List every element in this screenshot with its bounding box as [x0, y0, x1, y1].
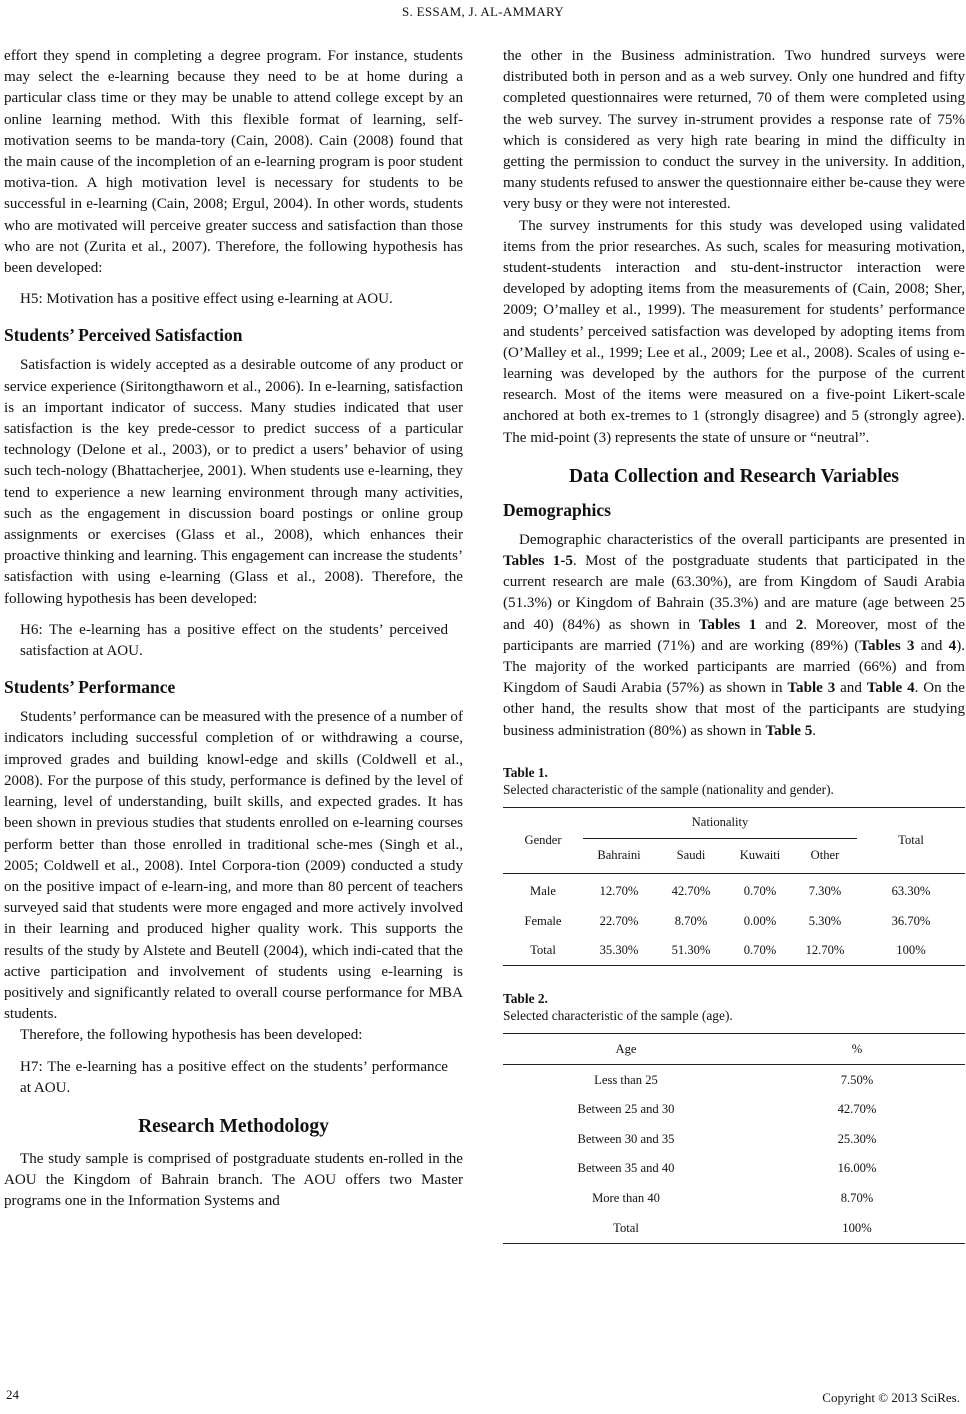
table-row [503, 873, 965, 906]
paragraph-therefore: Therefore, the following hypothesis has been developed: [20, 1027, 363, 1044]
table-cell: Male [530, 884, 556, 899]
text-run: Demographic characteristics of the overall participants are presented in [519, 531, 965, 548]
table-cell: Less than 25 [594, 1072, 658, 1087]
table-row [503, 906, 965, 936]
right-column [503, 46, 965, 1244]
table-ref: Table 4 [866, 680, 915, 697]
text-run: and [835, 680, 867, 697]
table-ref: Tables 3 [859, 637, 915, 654]
heading-research-methodology: Research Methodology [138, 1115, 329, 1137]
table-cell: Between 25 and 30 [577, 1102, 675, 1117]
paragraph-demographics [503, 530, 965, 742]
table-cell: Female [524, 913, 562, 928]
table2-title: Selected characteristic of the sample (age). [503, 1008, 733, 1024]
text-run: . Moreover, most of the participants are married (71%) and are working (89%) ( [503, 616, 965, 654]
table-cell: 36.70% [891, 913, 931, 928]
table-cell: 63.30% [891, 884, 931, 899]
table-row [503, 1125, 965, 1155]
table1-header-gender: Gender [503, 807, 583, 873]
table-cell: 8.70% [840, 1190, 874, 1205]
table2-header-age: Age [503, 1034, 749, 1065]
table-cell: 35.30% [599, 943, 639, 958]
table1 [503, 807, 965, 967]
paragraph-survey-instruments: The survey instruments for this study was developed using validated items from the prior researches. As such, scales for measuring motivation, student-students interaction and stu-dent-instructor interaction were developed by adopting items from the measurements of (Cain, 2008; Sher, 2009; O’malley et al., 1999). The measurement for students’ performance and students’ perceived satisfaction was developed by adopting items from (O’Malley et al., 1999; Lee et al., 2009; Lee et al., 2008). Scales of using e-learning was developed by the authors for the purpose of the current research. Most of the items were measured on a five-point Likert-scale anchored at both ex-tremes to 1 (strongly disagree) and 5 (strongly agree). The mid-point (3) represents the state of unsure or “neutral”. [503, 217, 965, 446]
table1-caption [503, 764, 965, 798]
table-cell: 100% [842, 1220, 872, 1235]
hypothesis-h5: H5: Motivation has a positive effect using e-learning at AOU. [20, 291, 393, 308]
table-row [503, 1213, 965, 1243]
table1-subheader: Kuwaiti [727, 838, 793, 873]
page-number: 24 [6, 1387, 19, 1402]
heading-students-performance: Students’ Performance [4, 677, 176, 698]
table-cell: 12.70% [599, 884, 639, 899]
table-cell: 0.70% [743, 943, 777, 958]
running-head: S. ESSAM, J. AL-AMMARY [402, 4, 564, 19]
table2-caption [503, 990, 965, 1024]
table-cell: 7.50% [840, 1072, 874, 1087]
paragraph-study-sample: The study sample is comprised of postgraduate students en-rolled in the AOU the Kingdom of Bahrain branch. The AOU offers two Master programs one in the Information Systems and [4, 1150, 463, 1210]
text-run: . On the other hand, the results show that most of the participants are studying business administration (80%) as shown in [503, 680, 965, 739]
hypothesis-h7: H7: The e-learning has a positive effect on the students’ performance at AOU. [20, 1058, 448, 1096]
table-cell: Total [530, 943, 556, 958]
table1-header-nationality: Nationality [583, 807, 857, 838]
paragraph-surveys: the other in the Business administration. Two hundred surveys were distributed both in person and as a web survey. Only one hundred and fifty completed questionnaires were returned, 70 of them were completed using the web survey. The survey in-strument provides a response rate of 75% which is considered as very high rate bearing in mind the difficulty in getting the permission to conduct the survey in the university. In addition, many students refused to answer the questionnaire either be-cause they were very busy or they were not interested. [503, 48, 965, 213]
heading-data-collection: Data Collection and Research Variables [568, 465, 900, 487]
heading-perceived-satisfaction: Students’ Perceived Satisfaction [4, 325, 243, 346]
table-ref: Tables 1-5 [503, 553, 573, 570]
table2-header-percent: % [749, 1034, 965, 1065]
table-cell: 12.70% [805, 943, 845, 958]
table-ref: Tables 1 [698, 616, 757, 633]
table-cell: 22.70% [599, 913, 639, 928]
table1-title: Selected characteristic of the sample (nationality and gender). [503, 781, 834, 797]
table-cell: Between 35 and 40 [577, 1161, 675, 1176]
table-row [503, 1065, 965, 1095]
table-ref: Table 5 [765, 722, 813, 739]
left-column [4, 46, 463, 1213]
text-run: . Most of the postgraduate students that participated in the current research are male (63.30%), are from Kingdom of Saudi Arabia (51.3%) or Kingdom of Bahrain (35.3%) and are mature (age between 25 and 40) (84%) as shown in [503, 553, 965, 633]
heading-demographics: Demographics [503, 499, 611, 520]
table1-header-total: Total [857, 807, 965, 873]
hypothesis-h6: H6: The e-learning has a positive effect on the students’ perceived satisfaction at AOU. [20, 621, 448, 660]
table-cell: 8.70% [674, 913, 708, 928]
text-run: . [812, 722, 817, 739]
paragraph-satisfaction: Satisfaction is widely accepted as a desirable outcome of any product or service experience (Siritongthaworn et al., 2006). In e-learning, satisfaction is an important indicator of success. Many studies indicated that user satisfaction is the key prede-cessor to predict success of a particular technology (Delone et al., 2003), or to predict a users’ behavior of using such tech-nology (Bhattacherjee, 2001). When students use e-learning, they tend to experience a new learning environment through many activities, such as the engagement in discussion board postings or online group assignments or exercises (Glass et al., 2008), which enhances their proactive thinking and learning. This engagement can increase the students’ satisfaction with using e-learning (Glass et al., 2008). Therefore, the following hypothesis has been developed: [4, 357, 463, 607]
table-cell: 0.00% [743, 913, 777, 928]
table-cell: 5.30% [808, 913, 842, 928]
table-cell: 100% [896, 943, 926, 958]
table-cell: 16.00% [837, 1161, 877, 1176]
table-row [503, 1095, 965, 1125]
table-cell: 51.30% [671, 943, 711, 958]
table-ref: 4 [948, 637, 957, 654]
table-ref: Table 3 [787, 680, 836, 697]
table-row [503, 1154, 965, 1184]
paragraph-motivation: effort they spend in completing a degree program. For instance, students may select the e-learning because they need to be at home during a particular class time or they may be unable to attend college except by an online learning method. With this flexible format of learning, self-motivation seems to be manda-tory (Cain, 2008). Cain (2008) found that the main cause of the incompletion of an e-learning program is poor student motiva-tion. A high motivation level is necessary for students to be successful in e-learning (Cain, 2008; Ergul, 2004). In other words, students who are motivated will perceive greater success and satisfaction than those who are not (Zurita et al., 2007). Therefore, the following hypothesis has been developed: [4, 48, 463, 277]
table1-number: Table 1. [503, 764, 548, 780]
text-run: and [756, 616, 796, 633]
table2-number: Table 2. [503, 991, 548, 1007]
paragraph-performance: Students’ performance can be measured with the presence of a number of indicators including successful completion of or withdrawing a course, improved grades and building knowl-edge and skills (Coldwell et al., 2008). For the purpose of this study, performance is defined by the level of learning, level of understanding, built skills, and expected grades. It has been shown in previous studies that students enrolled on e-learning courses perform better than those enrolled in traditional sche-mes (Singh et al., 2005; Coldwell et al., 2008). Intel Corpora-tion (2009) conducted a study on the positive impact of e-learn-ing, and more than 80 percent of teachers surveyed said that students were more engaged and more actively involved in their learning and produced higher quality work. This supports the results of the study by Alstete and Beutell (2004), which indi-cated that the active participation and involvement of students using e-learning is positively and significantly related to overall course performance for MBA students. [4, 709, 463, 1023]
table-cell: Between 30 and 35 [577, 1131, 675, 1146]
table-ref: 2 [795, 616, 804, 633]
table2 [503, 1033, 965, 1244]
copyright-notice: Copyright © 2013 SciRes. [822, 1390, 960, 1405]
table1-subheader: Other [793, 838, 857, 873]
text-run: ). The majority of the worked participants are married (66%) and from Kingdom of Saudi Arabia (57%) as shown in [503, 637, 965, 697]
table-row [503, 1184, 965, 1214]
table-cell: 42.70% [671, 884, 711, 899]
table-cell: 42.70% [837, 1102, 877, 1117]
table1-subheader: Bahraini [583, 838, 655, 873]
table-cell: Total [613, 1220, 639, 1235]
table-cell: More than 40 [592, 1190, 660, 1205]
table-cell: 0.70% [743, 884, 777, 899]
table1-subheader: Saudi [655, 838, 727, 873]
text-run: and [914, 637, 949, 654]
table-cell: 7.30% [808, 884, 842, 899]
table-row [503, 936, 965, 966]
table-cell: 25.30% [837, 1131, 877, 1146]
